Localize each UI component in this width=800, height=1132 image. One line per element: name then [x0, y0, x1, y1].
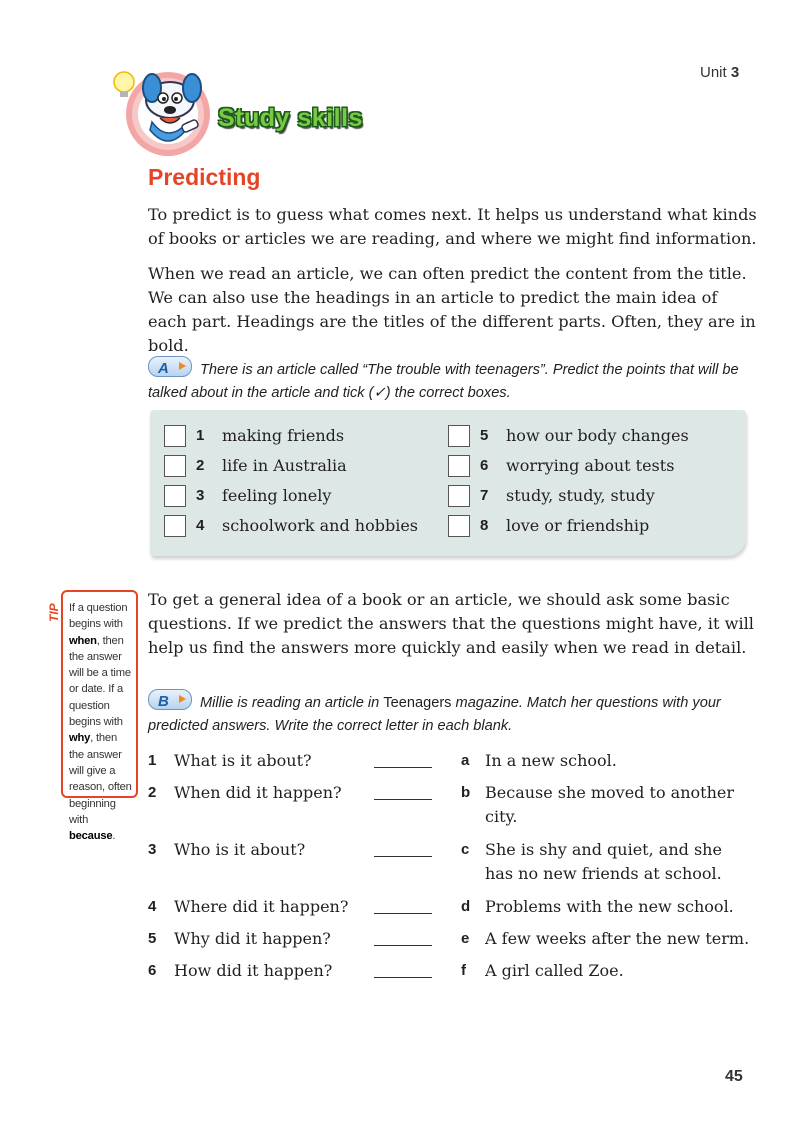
- answer-letter: f: [461, 962, 466, 979]
- question-text: Where did it happen?: [174, 897, 349, 916]
- question-text: Who is it about?: [174, 840, 306, 859]
- section-title: Study skills: [218, 104, 363, 132]
- answer-text: She is shy and quiet, and she has no new friends at school.: [485, 840, 722, 883]
- option-text: study, study, study: [506, 486, 655, 505]
- option-text: feeling lonely: [222, 486, 332, 505]
- match-row: [148, 781, 758, 831]
- checkbox[interactable]: [164, 425, 186, 447]
- checkbox[interactable]: [448, 455, 470, 477]
- intro-paragraph-2: When we read an article, we can often predict the content from the title. We can also use the headings in an article to predict the main idea of each part. Headings are the titles of the different parts. Often, they are in bold.: [148, 264, 756, 355]
- option-number: 1: [196, 427, 205, 444]
- page-number: 45: [725, 1068, 743, 1085]
- tip-keyword-because: because: [69, 830, 113, 843]
- option-number: 6: [480, 457, 489, 474]
- answer-blank[interactable]: [374, 927, 432, 946]
- option-number: 5: [480, 427, 489, 444]
- exercise-a-badge: [148, 356, 192, 377]
- match-row: [148, 838, 758, 888]
- question-number: 1: [148, 752, 157, 769]
- option-number: 8: [480, 517, 489, 534]
- exercise-b-letter: B: [158, 693, 169, 710]
- arrow-right-icon: [179, 362, 186, 370]
- question-number: 2: [148, 784, 157, 801]
- unit-number: 3: [730, 64, 740, 81]
- answer-text: Because she moved to another city.: [485, 783, 734, 826]
- answer-letter: c: [461, 841, 470, 858]
- match-row: [148, 927, 758, 953]
- answer-blank[interactable]: [374, 895, 432, 914]
- option-text: making friends: [222, 426, 345, 445]
- option-text: worrying about tests: [506, 456, 675, 475]
- answer-letter: e: [461, 930, 470, 947]
- option-text: love or friendship: [506, 516, 650, 535]
- question-number: 5: [148, 930, 157, 947]
- option-number: 4: [196, 517, 205, 534]
- answer-text: In a new school.: [485, 751, 617, 770]
- answer-blank[interactable]: [374, 959, 432, 978]
- match-row: [148, 959, 758, 985]
- unit-label-text: Unit: [700, 64, 727, 81]
- option-text: schoolwork and hobbies: [222, 516, 419, 535]
- tip-keyword-why: why: [69, 732, 91, 745]
- question-text: How did it happen?: [174, 961, 333, 980]
- answer-blank[interactable]: [374, 838, 432, 857]
- question-number: 6: [148, 962, 157, 979]
- answer-letter: d: [461, 898, 471, 915]
- option-text: life in Australia: [222, 456, 347, 475]
- option-text: how our body changes: [506, 426, 689, 445]
- option-number: 3: [196, 487, 205, 504]
- answer-text: A few weeks after the new term.: [485, 929, 750, 948]
- intro-paragraph-1: To predict is to guess what comes next. It helps us understand what kinds of books or articles we are reading, and where we might find information.: [148, 205, 757, 248]
- checkbox[interactable]: [448, 515, 470, 537]
- exercise-a-instruction-text: There is an article called “The trouble with teenagers”. Predict the points that will be talked about in the article and tick (✓) the correct boxes.: [148, 362, 739, 401]
- checkbox[interactable]: [164, 455, 186, 477]
- arrow-right-icon: [179, 695, 186, 703]
- tip-text-2: , then the answer will be a time or date. If a question begins with: [69, 634, 131, 729]
- checkbox[interactable]: [448, 485, 470, 507]
- exercise-b-instruction-text-1: Millie is reading an article in: [200, 695, 384, 711]
- answer-text: Problems with the new school.: [485, 897, 734, 916]
- exercise-a-letter: A: [158, 360, 169, 377]
- question-text: Why did it happen?: [174, 929, 331, 948]
- match-row: [148, 895, 758, 921]
- page-heading: Predicting: [148, 164, 261, 190]
- checkbox[interactable]: [448, 425, 470, 447]
- tip-text-4: .: [112, 830, 116, 843]
- question-text: When did it happen?: [174, 783, 342, 802]
- exercise-a-instruction: [148, 356, 768, 405]
- answer-blank[interactable]: [374, 781, 432, 800]
- tip-keyword-when: when: [69, 634, 97, 647]
- tip-text-1: If a question begins with: [69, 602, 128, 631]
- answer-blank[interactable]: [374, 749, 432, 768]
- intro-paragraph-3: To get a general idea of a book or an article, we should ask some basic questions. If we predict the answers that the questions might have, it will help us find the answers more quickly and easily when we read in detail.: [148, 590, 754, 657]
- exercise-b-badge: [148, 689, 192, 710]
- question-number: 4: [148, 898, 157, 915]
- unit-label: [700, 64, 739, 81]
- option-number: 7: [480, 487, 489, 504]
- answer-letter: a: [461, 752, 470, 769]
- tip-label-text: TIP: [47, 603, 61, 622]
- tip-text-3: , then the answer will give a reason, often beginning with: [69, 732, 132, 826]
- answer-letter: b: [461, 784, 471, 801]
- checkbox[interactable]: [164, 485, 186, 507]
- option-number: 2: [196, 457, 205, 474]
- tip-box: [61, 590, 138, 843]
- exercise-b-instruction-text-2: magazine. Match her questions with your predicted answers. Write the correct letter in each blank.: [148, 695, 721, 734]
- question-text: What is it about?: [174, 751, 312, 770]
- match-row: [148, 749, 758, 775]
- exercise-a-options-panel: [150, 410, 746, 556]
- checkbox[interactable]: [164, 515, 186, 537]
- answer-text: A girl called Zoe.: [485, 961, 624, 980]
- exercise-b-instruction: [148, 689, 768, 738]
- question-number: 3: [148, 841, 157, 858]
- magazine-name: Teenagers: [383, 695, 452, 711]
- study-skills-mascot-icon: [110, 60, 230, 160]
